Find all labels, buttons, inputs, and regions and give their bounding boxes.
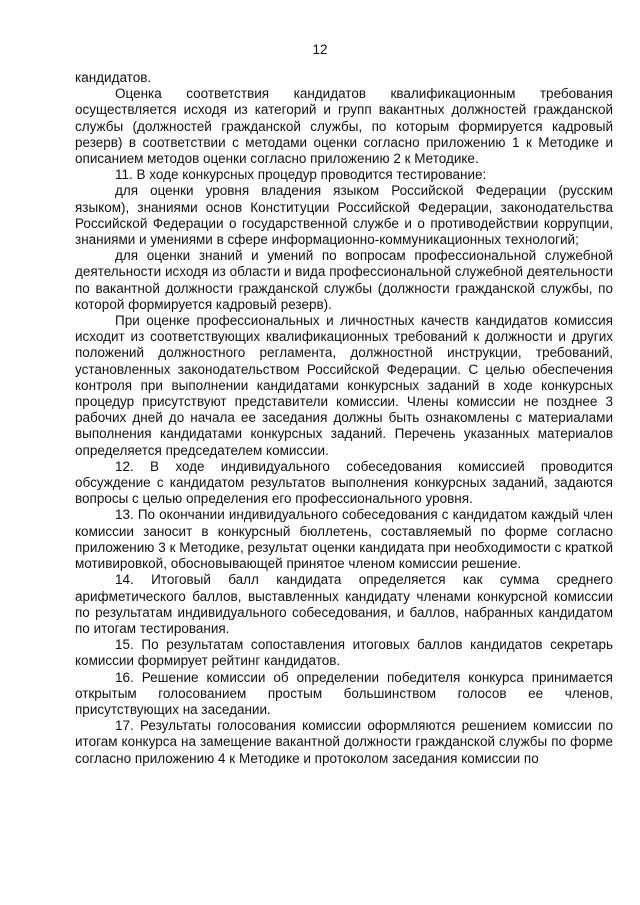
paragraph-testing-language: для оценки уровня владения языком Российской Федерации (русским языком), знаниями основ Конституции Российской Федерации, законодательства Российской Федерации о государственной службе и о противодействии коррупции, знаниями и умениями в сфере информационно-коммуникационных технологий;	[75, 183, 613, 248]
paragraph-item-13: 13. По окончании индивидуального собеседования с кандидатом каждый член комиссии заносит в конкурсный бюллетень, составляемый по форме согласно приложению 3 к Методике, результат оценки кандидата при необходимости с краткой мотивировкой, обосновывающей принятое членом комиссии решение.	[75, 507, 613, 572]
paragraph-testing-professional: для оценки знаний и умений по вопросам профессиональной служебной деятельности исходя из области и вида профессиональной служебной деятельности по вакантной должности гражданской службы (должности гражданской службы, по которой формируется кадровый резерв).	[75, 248, 613, 312]
paragraph-item-17: 17. Результаты голосования комиссии оформляются решением комиссии по итогам конкурса на замещение вакантной должности гражданской службы по форме согласно приложению 4 к Методике и протоколом заседания комиссии по	[75, 718, 613, 766]
paragraph-item-15: 15. По результатам сопоставления итоговых баллов кандидатов секретарь комиссии формирует рейтинг кандидатов.	[75, 637, 613, 669]
page-number: 12	[312, 42, 328, 57]
paragraph-item-11: 11. В ходе конкурсных процедур проводится тестирование:	[115, 167, 487, 183]
paragraph-assessment: Оценка соответствия кандидатов квалификационным требования осуществляется исходя из категорий и групп вакантных должностей гражданской службы (должностей гражданской службы, по которым формируется кадровый резерв) в соответствии с методами оценки согласно приложению 1 к Методике и описанием методов оценки согласно приложению 2 к Методике.	[75, 86, 613, 167]
paragraph-item-12: 12. В ходе индивидуального собеседования комиссией проводится обсуждение с кандидатом результатов выполнения конкурсных заданий, задаются вопросы с целью определения его профессионального уровня.	[75, 458, 613, 507]
paragraph-personal-qualities: При оценке профессиональных и личностных качеств кандидатов комиссия исходит из соответствующих квалификационных требований к должности и других положений должностного регламента, должностной инструкции, требований, установленных законодательством Российской Федерации. С целью обеспечения контроля при выполнении кандидатами конкурсных заданий в ходе конкурсных процедур присутствуют представители комиссии. Члены комиссии не позднее 3 рабочих дней до начала ее заседания должны быть ознакомлены с материалами выполнения кандидатами конкурсных заданий. Перечень указанных материалов определяется председателем комиссии.	[75, 313, 613, 458]
paragraph-continuation: кандидатов.	[75, 70, 152, 85]
paragraph-item-16: 16. Решение комиссии об определении победителя конкурса принимается открытым голосованием простым большинством голосов ее членов, присутствующих на заседании.	[75, 669, 613, 717]
document-body	[75, 70, 613, 767]
paragraph-item-14: 14. Итоговый балл кандидата определяется как сумма среднего арифметического баллов, выставленных кандидату членами конкурсной комиссии по результатам индивидуального собеседования, и баллов, набранных кандидатом по итогам тестирования.	[75, 572, 613, 636]
